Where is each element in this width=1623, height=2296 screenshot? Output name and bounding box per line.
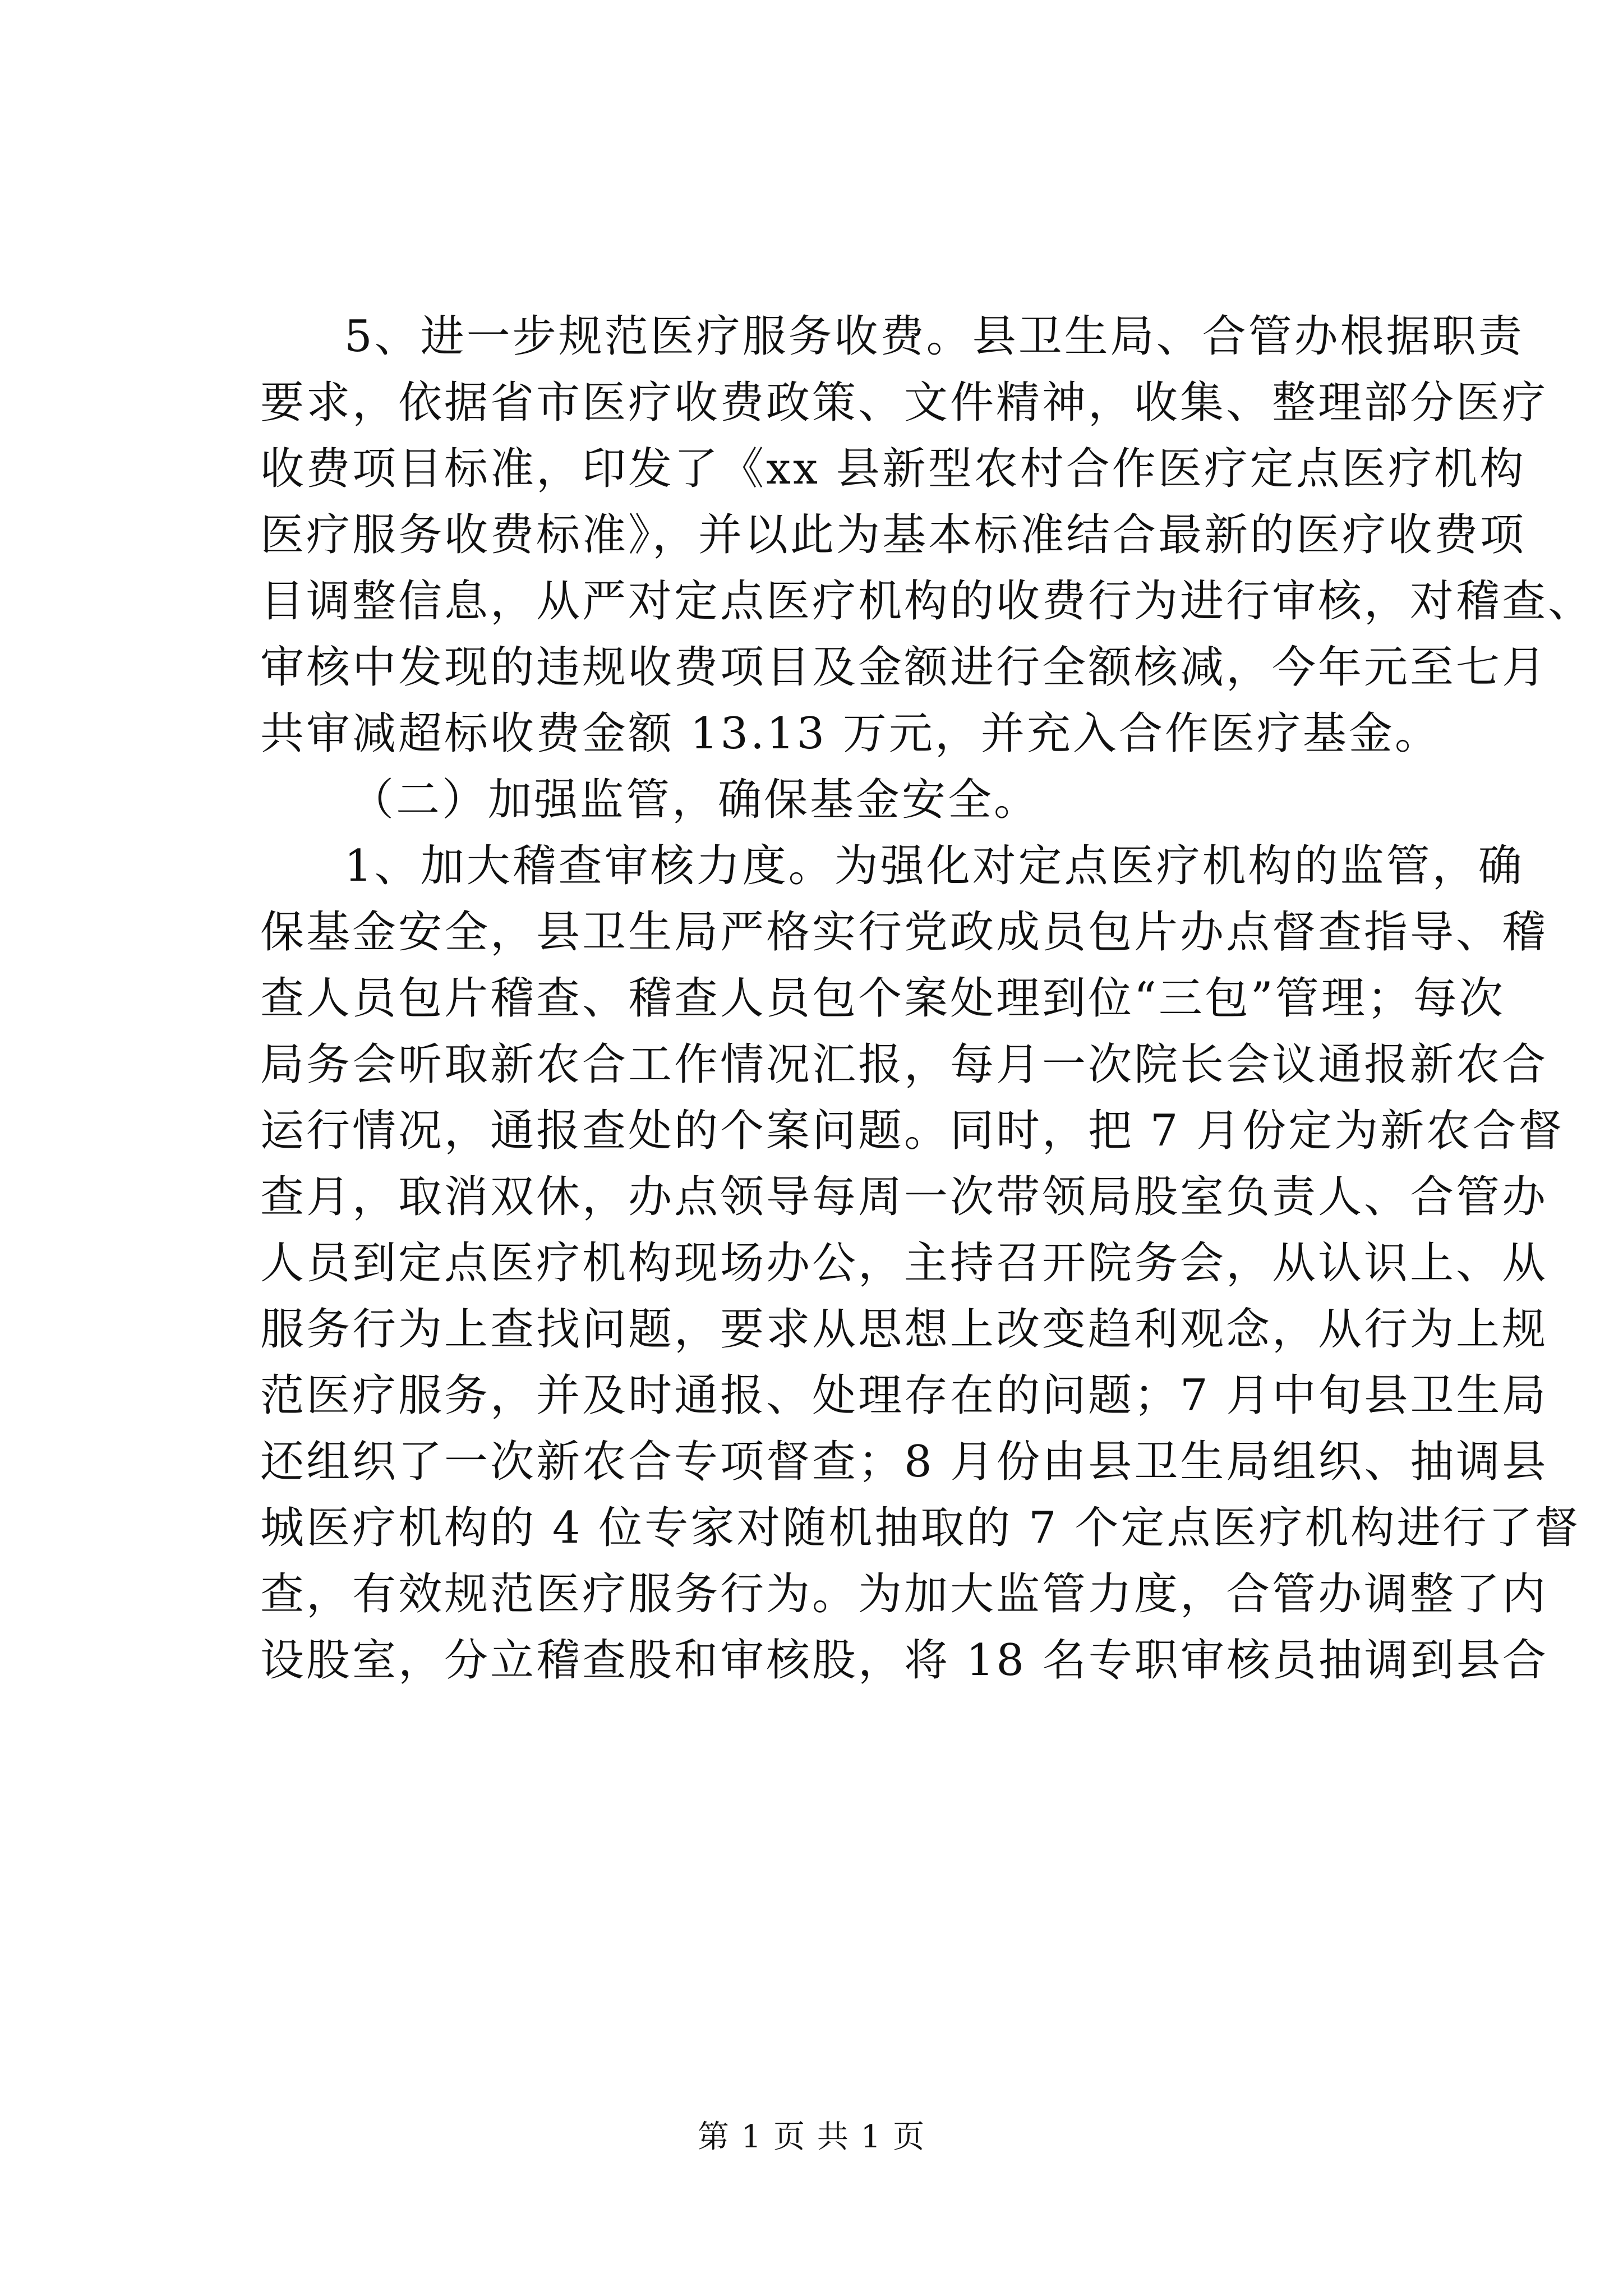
page-footer: 第 1 页 共 1 页 xyxy=(697,2119,926,2155)
paragraph-line: 查，有效规范医疗服务行为。为加大监管力度，合管办调整了内 xyxy=(260,1569,1548,1619)
paragraph-line: 收费项目标准，印发了《xx 县新型农村合作医疗定点医疗机构 xyxy=(260,444,1526,494)
paragraph-line: 局务会听取新农合工作情况汇报，每月一次院长会议通报新农合 xyxy=(260,1039,1548,1090)
paragraph-line: 城医疗机构的 4 位专家对随机抽取的 7 个定点医疗机构进行了督 xyxy=(260,1503,1581,1553)
paragraph-line: 还组织了一次新农合专项督查；8 月份由县卫生局组织、抽调县 xyxy=(260,1437,1548,1487)
paragraph-line: 要求，依据省市医疗收费政策、文件精神，收集、整理部分医疗 xyxy=(260,378,1548,428)
paragraph-line: 查人员包片稽查、稽查人员包个案处理到位“三包”管理；每次 xyxy=(260,973,1505,1024)
paragraph-line: 共审减超标收费金额 13.13 万元，并充入合作医疗基金。 xyxy=(260,708,1441,759)
paragraph-line: 目调整信息，从严对定点医疗机构的收费行为进行审核，对稽查、 xyxy=(260,576,1594,627)
paragraph-line: 范医疗服务，并及时通报、处理存在的问题；7 月中旬县卫生局 xyxy=(260,1370,1548,1421)
paragraph-line: 医疗服务收费标准》，并以此为基本标准结合最新的医疗收费项 xyxy=(260,510,1527,560)
paragraph-line: 保基金安全，县卫生局严格实行党政成员包片办点督查指导、稽 xyxy=(260,907,1548,958)
paragraph-line: 运行情况，通报查处的个案问题。同时，把 7 月份定为新农合督 xyxy=(260,1106,1565,1156)
paragraph-line: 人员到定点医疗机构现场办公，主持召开院务会，从认识上、从 xyxy=(260,1238,1548,1289)
paragraph-line: 审核中发现的违规收费项目及金额进行全额核减，今年元至七月 xyxy=(260,642,1548,693)
paragraph-line: 设股室，分立稽查股和审核股，将 18 名专职审核员抽调到县合 xyxy=(260,1635,1548,1686)
paragraph-line: 服务行为上查找问题，要求从思想上改变趋利观念，从行为上规 xyxy=(260,1304,1548,1355)
paragraph-line: 查月，取消双休，办点领导每周一次带领局股室负责人、合管办 xyxy=(260,1172,1548,1222)
section-heading: （二）加强监管，确保基金安全。 xyxy=(350,775,1040,825)
paragraph-line: 5、进一步规范医疗服务收费。县卫生局、合管办根据职责 xyxy=(344,311,1524,362)
paragraph-line: 1、加大稽查审核力度。为强化对定点医疗机构的监管，确 xyxy=(344,841,1524,891)
